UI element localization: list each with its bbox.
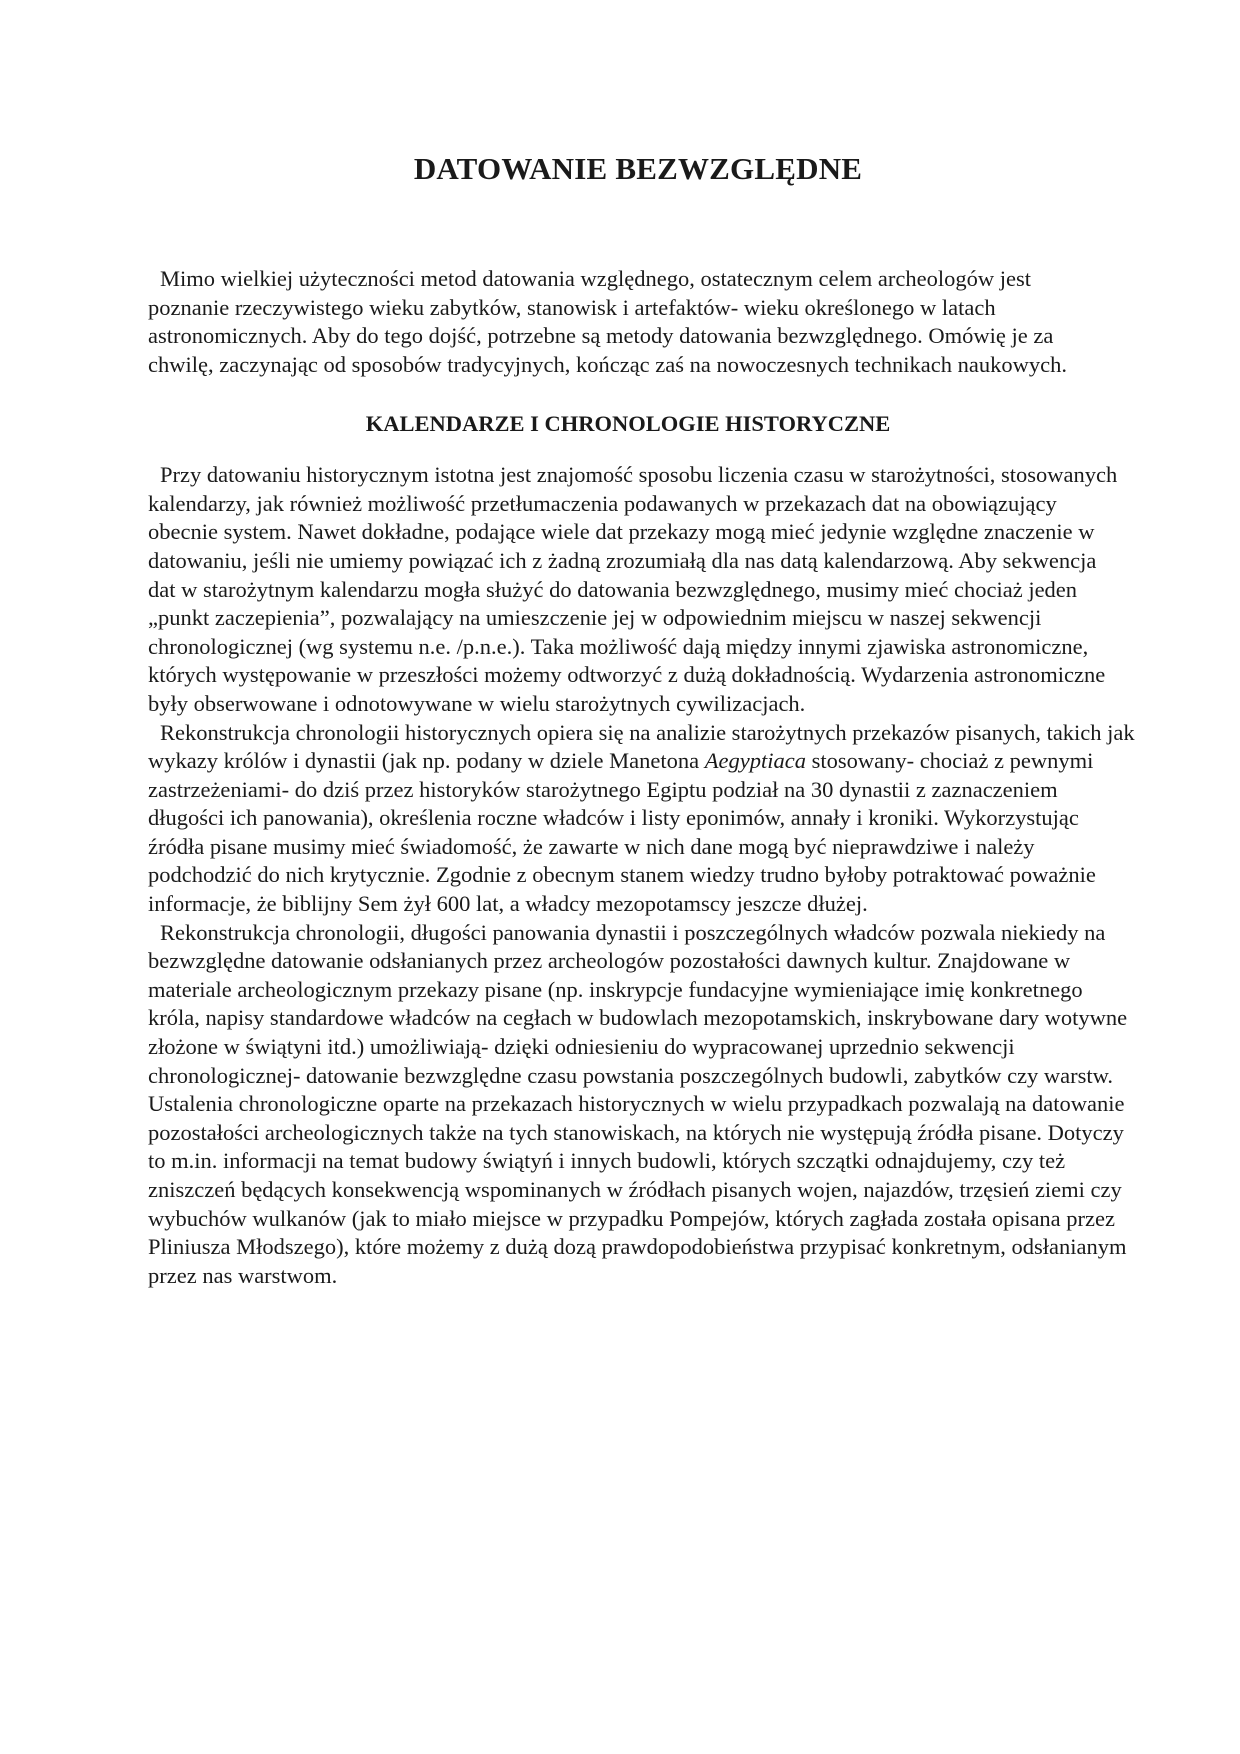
section-heading: KALENDARZE I CHRONOLOGIE HISTORYCZNE <box>365 410 891 436</box>
paragraph-2-text-before: Rekonstrukcja chronologii historycznych opiera się na analizie starożytnych przekazów pisanych, takich jak wykazy królów i dynastii (jak np. podany w dziele Manetona <box>148 719 1135 774</box>
paragraph-2-text-after: stosowany- chociaż z pewnymi zastrzeżeniami- do dziś przez historyków starożytnego Egiptu podział na 30 dynastii z zaznaczeniem długości ich panowania), określenia roczne władców i listy eponimów, annały i kroniki. Wykorzystując źródła pisane musimy mieć świadomość, że zawarte w nich dane mogą być nieprawdziwe i należy podchodzić do nich krytycznie. Zgodnie z obecnym stanem wiedzy trudno byłoby potraktować poważnie informacje, że biblijny Sem żył 600 lat, a władcy mezopotamscy jeszcze dłużej. <box>148 748 1096 917</box>
document-page <box>148 0 1138 1290</box>
book-title-italic: Aegyptiaca <box>704 748 806 774</box>
document-title: DATOWANIE BEZWZGLĘDNE <box>413 151 863 186</box>
paragraph-chronology-reconstruction <box>148 719 1138 919</box>
paragraph-calendars: Przy datowaniu historycznym istotna jest znajomość sposobu liczenia czasu w starożytności, stosowanych kalendarzy, jak również możliwość przetłumaczenia podawanych w przekazach dat na obowiązujący obecnie system. Nawet dokładne, podające wiele dat przekazy mogą mieć jedynie względne znaczenie w datowaniu, jeśli nie umiemy powiązać ich z żadną zrozumiałą dla nas datą kalendarzową. Aby sekwencja dat w starożytnym kalendarzu mogła służyć do datowania bezwzględnego, musimy mieć chociaż jeden „punkt zaczepienia”, pozwalający na umieszczenie jej w odpowiednim miejscu w naszej sekwencji chronologicznej (wg systemu n.e. /p.n.e.). Taka możliwość dają między innymi zjawiska astronomiczne, których występowanie w przeszłości możemy odtworzyć z dużą dokładnością. Wydarzenia astronomiczne były obserwowane i odnotowywane w wielu starożytnych cywilizacjach. <box>148 462 1118 716</box>
intro-paragraph: Mimo wielkiej użyteczności metod datowania względnego, ostatecznym celem archeologów jest poznanie rzeczywistego wieku zabytków, stanowisk i artefaktów- wieku określonego w latach astronomicznych. Aby do tego dojść, potrzebne są metody datowania bezwzględnego. Omówię je za chwilę, zaczynając od sposobów tradycyjnych, kończąc zaś na nowoczesnych technikach naukowych. <box>148 266 1068 377</box>
paragraph-absolute-dating: Rekonstrukcja chronologii, długości panowania dynastii i poszczególnych władców pozwala niekiedy na bezwzględne datowanie odsłanianych przez archeologów pozostałości dawnych kultur. Znajdowane w materiale archeologicznym przekazy pisane (np. inskrypcje fundacyjne wymieniające imię konkretnego króla, napisy standardowe władców na cegłach w budowlach mezopotamskich, inskrybowane dary wotywne złożone w świątyni itd.) umożliwiają- dzięki odniesieniu do wypracowanej uprzednio sekwencji chronologicznej- datowanie bezwzględne czasu powstania poszczególnych budowli, zabytków czy warstw. Ustalenia chronologiczne oparte na przekazach historycznych w wielu przypadkach pozwalają na datowanie pozostałości archeologicznych także na tych stanowiskach, na których nie występują źródła pisane. Dotyczy to m.in. informacji na temat budowy świątyń i innych budowli, których szczątki odnajdujemy, czy też zniszczeń będących konsekwencją wspominanych w źródłach pisanych wojen, najazdów, trzęsień ziemi czy wybuchów wulkanów (jak to miało miejsce w przypadku Pompejów, których zagłada została opisana przez Pliniusza Młodszego), które możemy z dużą dozą prawdopodobieństwa przypisać konkretnym, odsłanianym przez nas warstwom. <box>148 919 1128 1288</box>
